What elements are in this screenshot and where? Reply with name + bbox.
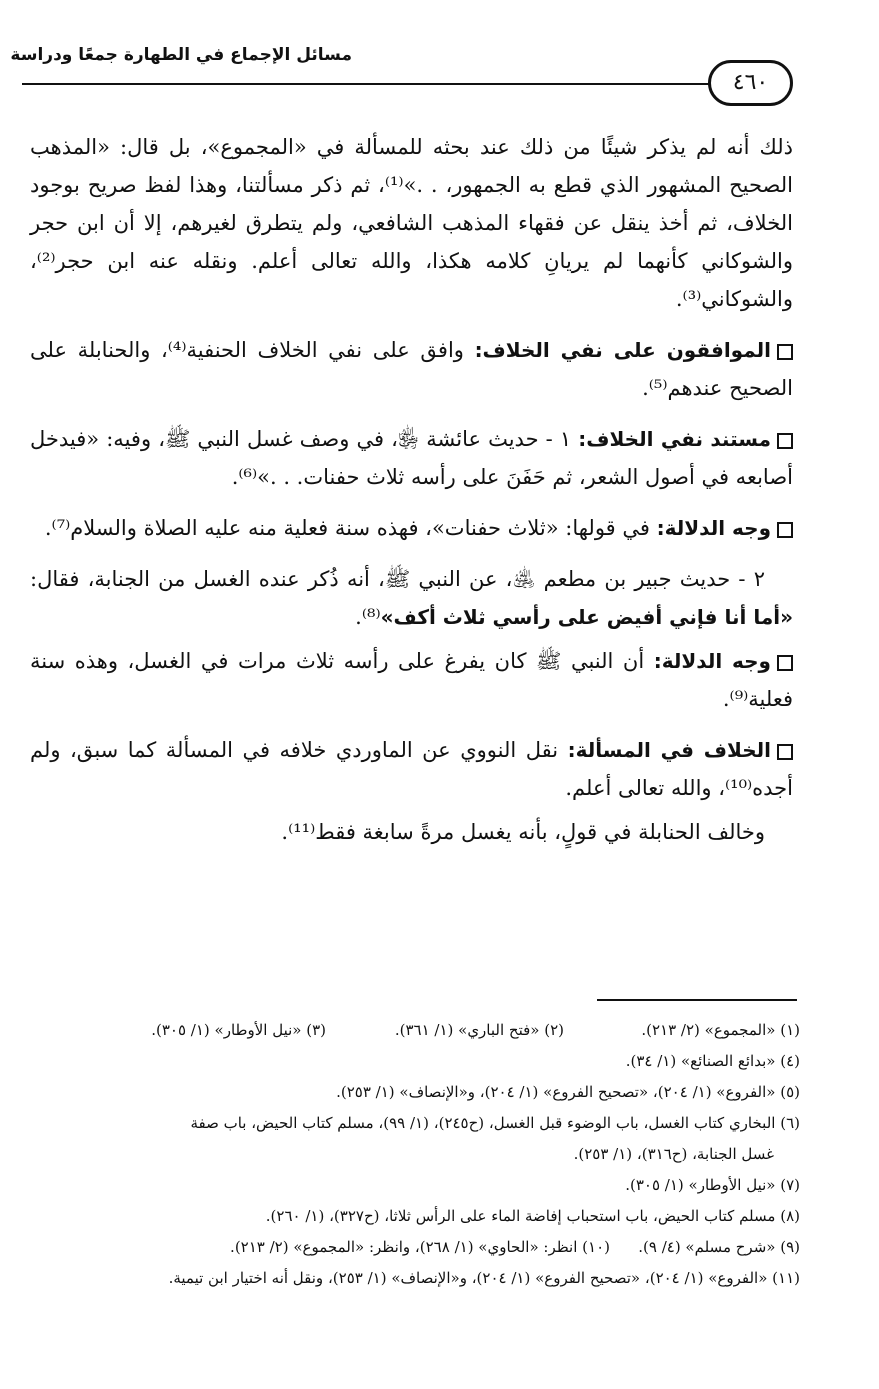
footnote-row xyxy=(22,1015,800,1046)
footnote-3: (٣) «نيل الأوطار» (١/ ٣٠٥). xyxy=(151,1021,326,1039)
section-heading: الخلاف في المسألة: xyxy=(567,738,771,762)
paragraph-disagreement xyxy=(30,731,793,807)
paragraph-basis xyxy=(30,420,793,496)
footnote-marker: ⁽⁸⁾. xyxy=(355,605,381,629)
footnote-10: (١٠) انظر: «الحاوي» (١/ ٢٦٨)، وانظر: «المجموع» (٢/ ٢١٣). xyxy=(230,1238,610,1256)
footnote-row xyxy=(22,1232,800,1263)
paragraph-evidence-2 xyxy=(30,642,793,718)
page-number-badge: ٤٦٠ xyxy=(708,60,793,106)
paragraph-evidence-1 xyxy=(30,509,793,547)
checkbox-bullet-icon xyxy=(777,522,793,538)
footnotes xyxy=(22,1015,800,1294)
paragraph-text: ٢ - حديث جبير بن مطعم ﵁، عن النبي ﷺ، أنه ذُكر عنده الغسل من الجنابة، فقال: xyxy=(30,567,765,591)
paragraph-text: نقل النووي عن الماوردي خلافه في المسألة كما سبق، ولم أجده⁽¹⁰⁾، والله تعالى أعلم. xyxy=(30,738,793,800)
footnote-6: (٦) البخاري كتاب الغسل، باب الوضوء قبل الغسل، (ح٢٤٥)، (١/ ٩٩)، مسلم كتاب الحيض، باب صفة xyxy=(190,1114,800,1132)
footnote-1: (١) «المجموع» (٢/ ٢١٣). xyxy=(641,1021,800,1039)
footnote-separator xyxy=(597,999,797,1001)
paragraph-hadith-2 xyxy=(30,560,793,636)
paragraph-hanbali: وخالف الحنابلة في قولٍ، بأنه يغسل مرةً سابغة فقط⁽¹¹⁾. xyxy=(281,820,765,844)
section-heading: وجه الدلالة: xyxy=(653,649,771,673)
main-text xyxy=(30,128,793,864)
paragraph-intro: ذلك أنه لم يذكر شيئًا من ذلك عند بحثه للمسألة في «المجموع»، بل قال: «المذهب الصحيح المشهور الذي قطع به الجمهور، . .»⁽¹⁾، ثم ذكر مسألتنا، وهذا لفظ صريح بوجود الخلاف، ثم أخذ ينقل عن فقهاء المذهب الشافعي، ولم يتطرق لغيرهم، إلا أن ابن حجر والشوكاني كأنهما لم يريانِ كلامه هكذا، والله تعالى أعلم. ونقله عنه ابن حجر⁽²⁾، والشوكاني⁽³⁾. xyxy=(30,135,793,311)
paragraph-text: وافق على نفي الخلاف الحنفية⁽⁴⁾، والحنابلة على الصحيح عندهم⁽⁵⁾. xyxy=(30,338,793,400)
footnote-6-continued: غسل الجنابة، (ح٣١٦)، (١/ ٢٥٣). xyxy=(573,1145,774,1163)
checkbox-bullet-icon xyxy=(777,655,793,671)
footnote-11: (١١) «الفروع» (١/ ٢٠٤)، «تصحيح الفروع» (١/ ٢٠٤)، و«الإنصاف» (١/ ٢٥٣)، ونقل أنه اختيار ابن تيمية. xyxy=(168,1269,800,1287)
paragraph-text: أن النبي ﷺ كان يفرغ على رأسه ثلاث مرات في الغسل، وهذه سنة فعلية⁽⁹⁾. xyxy=(30,649,793,711)
checkbox-bullet-icon xyxy=(777,744,793,760)
footnote-5: (٥) «الفروع» (١/ ٢٠٤)، «تصحيح الفروع» (١/ ٢٠٤)، و«الإنصاف» (١/ ٢٥٣). xyxy=(336,1083,800,1101)
footnote-8: (٨) مسلم كتاب الحيض، باب استحباب إفاضة الماء على الرأس ثلاثا، (ح٣٢٧)، (١/ ٢٦٠). xyxy=(265,1207,800,1225)
footnote-9: (٩) «شرح مسلم» (٤/ ٩). xyxy=(638,1238,800,1256)
footnote-2: (٢) «فتح الباري» (١/ ٣٦١). xyxy=(394,1021,564,1039)
running-header-title: مسائل الإجماع في الطهارة جمعًا ودراسة xyxy=(10,45,352,65)
section-heading: مستند نفي الخلاف: xyxy=(578,427,771,451)
footnote-7: (٧) «نيل الأوطار» (١/ ٣٠٥). xyxy=(625,1176,800,1194)
checkbox-bullet-icon xyxy=(777,433,793,449)
footnote-4: (٤) «بدائع الصنائع» (١/ ٣٤). xyxy=(625,1052,800,1070)
paragraph-text: ١ - حديث عائشة ﵂، في وصف غسل النبي ﷺ، وفيه: «فيدخل أصابعه في أصول الشعر، ثم حَفَنَ على رأسه ثلاث حفنات. . .»⁽⁶⁾. xyxy=(30,427,793,489)
checkbox-bullet-icon xyxy=(777,344,793,360)
section-heading: وجه الدلالة: xyxy=(656,516,771,540)
hadith-quote: «أما أنا فإني أفيض على رأسي ثلاث أكف» xyxy=(380,605,793,629)
paragraph-text: في قولها: «ثلاث حفنات»، فهذه سنة فعلية منه عليه الصلاة والسلام⁽⁷⁾. xyxy=(44,516,657,540)
section-heading: الموافقون على نفي الخلاف: xyxy=(474,338,771,362)
paragraph-agreeing xyxy=(30,331,793,407)
header-rule xyxy=(22,83,712,85)
